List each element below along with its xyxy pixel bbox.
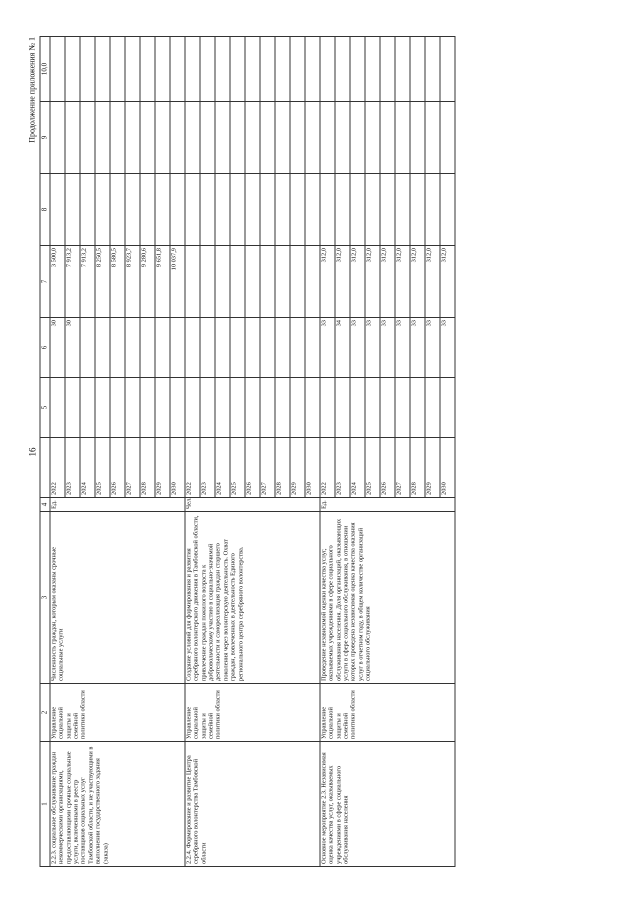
- value-cell-10: [350, 37, 365, 102]
- column-header: 7: [40, 246, 50, 318]
- year-cell: 2025: [365, 438, 380, 498]
- activity-cell: 2.2.4. Формирование и развитие Центра серебряного волонтерства Тамбовской области: [185, 742, 320, 867]
- value-cell-10: [380, 37, 395, 102]
- value-cell-8: [365, 174, 380, 246]
- value-cell-7: 312,0: [320, 246, 335, 318]
- value-cell-6: 33: [440, 318, 455, 378]
- page-number: 16: [27, 447, 38, 457]
- value-cell-10: [230, 37, 245, 102]
- column-header: 5: [40, 378, 50, 438]
- value-cell-10: [170, 37, 185, 102]
- value-cell-9: [215, 102, 230, 174]
- value-cell-9: [200, 102, 215, 174]
- rotated-document-page: [28, 37, 613, 867]
- column-header: 2: [40, 684, 50, 742]
- value-cell-7: 312,0: [440, 246, 455, 318]
- value-cell-9: [170, 102, 185, 174]
- value-cell-6: [95, 318, 110, 378]
- value-cell-7: 312,0: [425, 246, 440, 318]
- value-cell-5: [200, 378, 215, 438]
- value-cell-8: [230, 174, 245, 246]
- value-cell-10: [95, 37, 110, 102]
- value-cell-6: 33: [320, 318, 335, 378]
- value-cell-6: [245, 318, 260, 378]
- value-cell-8: [425, 174, 440, 246]
- value-cell-8: [95, 174, 110, 246]
- value-cell-8: [155, 174, 170, 246]
- unit-cell: Чел.: [185, 498, 320, 512]
- value-cell-8: [245, 174, 260, 246]
- value-cell-5: [380, 378, 395, 438]
- table-row: [50, 37, 65, 867]
- value-cell-5: [155, 378, 170, 438]
- unit-cell: Ед.: [50, 498, 185, 512]
- value-cell-7: 312,0: [350, 246, 365, 318]
- year-cell: 2026: [380, 438, 395, 498]
- activity-cell: Основное мероприятие 2.3. Независимая оценка качества услуг, оказываемых учреждениями в сфере социального обслуживания населения: [320, 742, 455, 867]
- executor-cell: Управление социальной защиты и семейной политики области: [50, 684, 185, 742]
- value-cell-10: [365, 37, 380, 102]
- value-cell-5: [350, 378, 365, 438]
- appendix-label: Продолжение приложения № 1: [27, 37, 37, 143]
- year-cell: 2029: [155, 438, 170, 498]
- column-header: 9: [40, 102, 50, 174]
- indicator-cell: Численность граждан, которым оказаны срочные социальные услуги: [50, 512, 185, 684]
- year-cell: 2022: [320, 438, 335, 498]
- value-cell-5: [305, 378, 320, 438]
- value-cell-6: [230, 318, 245, 378]
- value-cell-9: [440, 102, 455, 174]
- value-cell-10: [125, 37, 140, 102]
- column-header: 6: [40, 318, 50, 378]
- column-header: [40, 438, 50, 498]
- value-cell-5: [260, 378, 275, 438]
- value-cell-10: [440, 37, 455, 102]
- value-cell-7: 312,0: [335, 246, 350, 318]
- year-cell: 2024: [80, 438, 95, 498]
- value-cell-10: [395, 37, 410, 102]
- value-cell-7: 9 280,6: [140, 246, 155, 318]
- value-cell-5: [425, 378, 440, 438]
- year-cell: 2026: [245, 438, 260, 498]
- year-cell: 2028: [275, 438, 290, 498]
- value-cell-5: [245, 378, 260, 438]
- value-cell-10: [305, 37, 320, 102]
- value-cell-5: [95, 378, 110, 438]
- value-cell-6: 33: [425, 318, 440, 378]
- column-header: 8: [40, 174, 50, 246]
- value-cell-8: [380, 174, 395, 246]
- value-cell-6: [170, 318, 185, 378]
- value-cell-7: 7 913,2: [65, 246, 80, 318]
- value-cell-6: 33: [395, 318, 410, 378]
- value-cell-10: [290, 37, 305, 102]
- year-cell: 2025: [95, 438, 110, 498]
- value-cell-8: [410, 174, 425, 246]
- value-cell-9: [95, 102, 110, 174]
- table-row: [185, 37, 200, 867]
- value-cell-5: [80, 378, 95, 438]
- value-cell-5: [440, 378, 455, 438]
- value-cell-8: [350, 174, 365, 246]
- year-cell: 2025: [230, 438, 245, 498]
- value-cell-5: [125, 378, 140, 438]
- value-cell-8: [80, 174, 95, 246]
- value-cell-6: [110, 318, 125, 378]
- value-cell-7: 312,0: [410, 246, 425, 318]
- value-cell-5: [365, 378, 380, 438]
- year-cell: 2027: [260, 438, 275, 498]
- value-cell-9: [260, 102, 275, 174]
- value-cell-6: [185, 318, 200, 378]
- value-cell-5: [335, 378, 350, 438]
- value-cell-6: [200, 318, 215, 378]
- value-cell-8: [140, 174, 155, 246]
- value-cell-8: [275, 174, 290, 246]
- value-cell-6: [275, 318, 290, 378]
- value-cell-8: [440, 174, 455, 246]
- year-cell: 2027: [395, 438, 410, 498]
- value-cell-5: [140, 378, 155, 438]
- value-cell-6: [80, 318, 95, 378]
- value-cell-7: [245, 246, 260, 318]
- value-cell-5: [110, 378, 125, 438]
- year-cell: 2026: [110, 438, 125, 498]
- program-table: [40, 36, 456, 867]
- value-cell-5: [410, 378, 425, 438]
- value-cell-10: [425, 37, 440, 102]
- value-cell-6: 30: [50, 318, 65, 378]
- value-cell-9: [380, 102, 395, 174]
- year-cell: 2022: [185, 438, 200, 498]
- value-cell-8: [125, 174, 140, 246]
- year-cell: 2024: [350, 438, 365, 498]
- value-cell-7: [185, 246, 200, 318]
- value-cell-7: [260, 246, 275, 318]
- value-cell-10: [80, 37, 95, 102]
- value-cell-8: [215, 174, 230, 246]
- value-cell-10: [335, 37, 350, 102]
- value-cell-9: [395, 102, 410, 174]
- column-header: 4: [40, 498, 50, 512]
- value-cell-9: [425, 102, 440, 174]
- value-cell-8: [65, 174, 80, 246]
- value-cell-5: [185, 378, 200, 438]
- value-cell-9: [410, 102, 425, 174]
- value-cell-9: [125, 102, 140, 174]
- value-cell-9: [50, 102, 65, 174]
- value-cell-10: [275, 37, 290, 102]
- value-cell-7: 10 037,9: [170, 246, 185, 318]
- value-cell-8: [335, 174, 350, 246]
- value-cell-9: [140, 102, 155, 174]
- table-body: [50, 37, 455, 867]
- value-cell-9: [65, 102, 80, 174]
- column-header: 10,0: [40, 37, 50, 102]
- year-cell: 2029: [290, 438, 305, 498]
- indicator-cell: Проведение независимой оценки качества услуг, оказываемых учреждениями в сфере социального обслуживания населения. Доля организаций, оказывающих услуги в сфере социального обслуживания, в отношении которых проведена независимая оценка качества оказания услуг в отчетном году, в общем количестве организаций социального обслуживания: [320, 512, 455, 684]
- executor-cell: Управление социальной защиты и семейной политики области: [185, 684, 320, 742]
- value-cell-7: 312,0: [365, 246, 380, 318]
- year-cell: 2027: [125, 438, 140, 498]
- value-cell-8: [290, 174, 305, 246]
- table-row: [320, 37, 335, 867]
- value-cell-6: [305, 318, 320, 378]
- year-cell: 2023: [65, 438, 80, 498]
- value-cell-6: [260, 318, 275, 378]
- value-cell-8: [260, 174, 275, 246]
- value-cell-10: [110, 37, 125, 102]
- value-cell-7: 8 580,5: [110, 246, 125, 318]
- value-cell-5: [215, 378, 230, 438]
- value-cell-9: [185, 102, 200, 174]
- value-cell-5: [395, 378, 410, 438]
- value-cell-6: 30: [65, 318, 80, 378]
- year-cell: 2030: [440, 438, 455, 498]
- value-cell-8: [395, 174, 410, 246]
- year-cell: 2022: [50, 438, 65, 498]
- year-cell: 2029: [425, 438, 440, 498]
- value-cell-9: [350, 102, 365, 174]
- value-cell-10: [155, 37, 170, 102]
- value-cell-5: [50, 378, 65, 438]
- value-cell-6: 33: [380, 318, 395, 378]
- value-cell-9: [275, 102, 290, 174]
- value-cell-10: [200, 37, 215, 102]
- value-cell-5: [230, 378, 245, 438]
- value-cell-7: [215, 246, 230, 318]
- executor-cell: Управление социальной защиты и семейной политики области: [320, 684, 455, 742]
- year-cell: 2030: [170, 438, 185, 498]
- unit-cell: Ед.: [320, 498, 455, 512]
- value-cell-7: 312,0: [380, 246, 395, 318]
- value-cell-6: 34: [335, 318, 350, 378]
- value-cell-7: 7 913,2: [80, 246, 95, 318]
- year-cell: 2028: [140, 438, 155, 498]
- value-cell-8: [50, 174, 65, 246]
- year-cell: 2030: [305, 438, 320, 498]
- value-cell-5: [170, 378, 185, 438]
- value-cell-10: [50, 37, 65, 102]
- value-cell-6: 33: [410, 318, 425, 378]
- value-cell-9: [290, 102, 305, 174]
- value-cell-10: [320, 37, 335, 102]
- value-cell-8: [305, 174, 320, 246]
- value-cell-7: [230, 246, 245, 318]
- value-cell-10: [245, 37, 260, 102]
- column-header: 3: [40, 512, 50, 684]
- value-cell-7: 8 250,5: [95, 246, 110, 318]
- value-cell-7: 312,0: [395, 246, 410, 318]
- column-header: 1: [40, 742, 50, 867]
- value-cell-10: [260, 37, 275, 102]
- value-cell-8: [185, 174, 200, 246]
- value-cell-6: [290, 318, 305, 378]
- value-cell-8: [200, 174, 215, 246]
- value-cell-9: [245, 102, 260, 174]
- value-cell-7: 9 651,8: [155, 246, 170, 318]
- value-cell-6: [140, 318, 155, 378]
- column-number-row: [40, 37, 50, 867]
- value-cell-10: [215, 37, 230, 102]
- year-cell: 2023: [335, 438, 350, 498]
- value-cell-6: [215, 318, 230, 378]
- value-cell-7: [200, 246, 215, 318]
- value-cell-9: [335, 102, 350, 174]
- value-cell-6: [155, 318, 170, 378]
- value-cell-10: [140, 37, 155, 102]
- year-cell: 2024: [215, 438, 230, 498]
- value-cell-9: [155, 102, 170, 174]
- value-cell-5: [290, 378, 305, 438]
- year-cell: 2023: [200, 438, 215, 498]
- value-cell-6: [125, 318, 140, 378]
- value-cell-9: [305, 102, 320, 174]
- value-cell-5: [65, 378, 80, 438]
- value-cell-7: [290, 246, 305, 318]
- value-cell-6: 33: [350, 318, 365, 378]
- value-cell-9: [320, 102, 335, 174]
- value-cell-10: [65, 37, 80, 102]
- value-cell-10: [410, 37, 425, 102]
- value-cell-8: [110, 174, 125, 246]
- value-cell-5: [320, 378, 335, 438]
- activity-cell: 2.2.3. социальное обслуживание граждан некоммерческими организациями, предоставляющими срочные социальные услуги, включенными в реестр поставщиков социальных услуг Тамбовской области, и не участвующими в выполнении государственного задания (заказа): [50, 742, 185, 867]
- value-cell-8: [320, 174, 335, 246]
- value-cell-9: [230, 102, 245, 174]
- value-cell-6: 33: [365, 318, 380, 378]
- value-cell-7: 3 500,0: [50, 246, 65, 318]
- indicator-cell: Создание условий для формирования и развития серебряного волонтерского движения в Тамбовской области, привлечение граждан пожилого возраста к добровольческому участию в социально-значимой деятельности и самореализация граждан старшего поколения через волонтерскую деятельность. Охват граждан, вовлеченных в деятельность Единого регионального центра серебряного волонтерства.: [185, 512, 320, 684]
- value-cell-9: [110, 102, 125, 174]
- value-cell-8: [170, 174, 185, 246]
- value-cell-7: 8 923,7: [125, 246, 140, 318]
- value-cell-7: [305, 246, 320, 318]
- value-cell-9: [365, 102, 380, 174]
- year-cell: 2028: [410, 438, 425, 498]
- value-cell-10: [185, 37, 200, 102]
- value-cell-9: [80, 102, 95, 174]
- value-cell-7: [275, 246, 290, 318]
- value-cell-5: [275, 378, 290, 438]
